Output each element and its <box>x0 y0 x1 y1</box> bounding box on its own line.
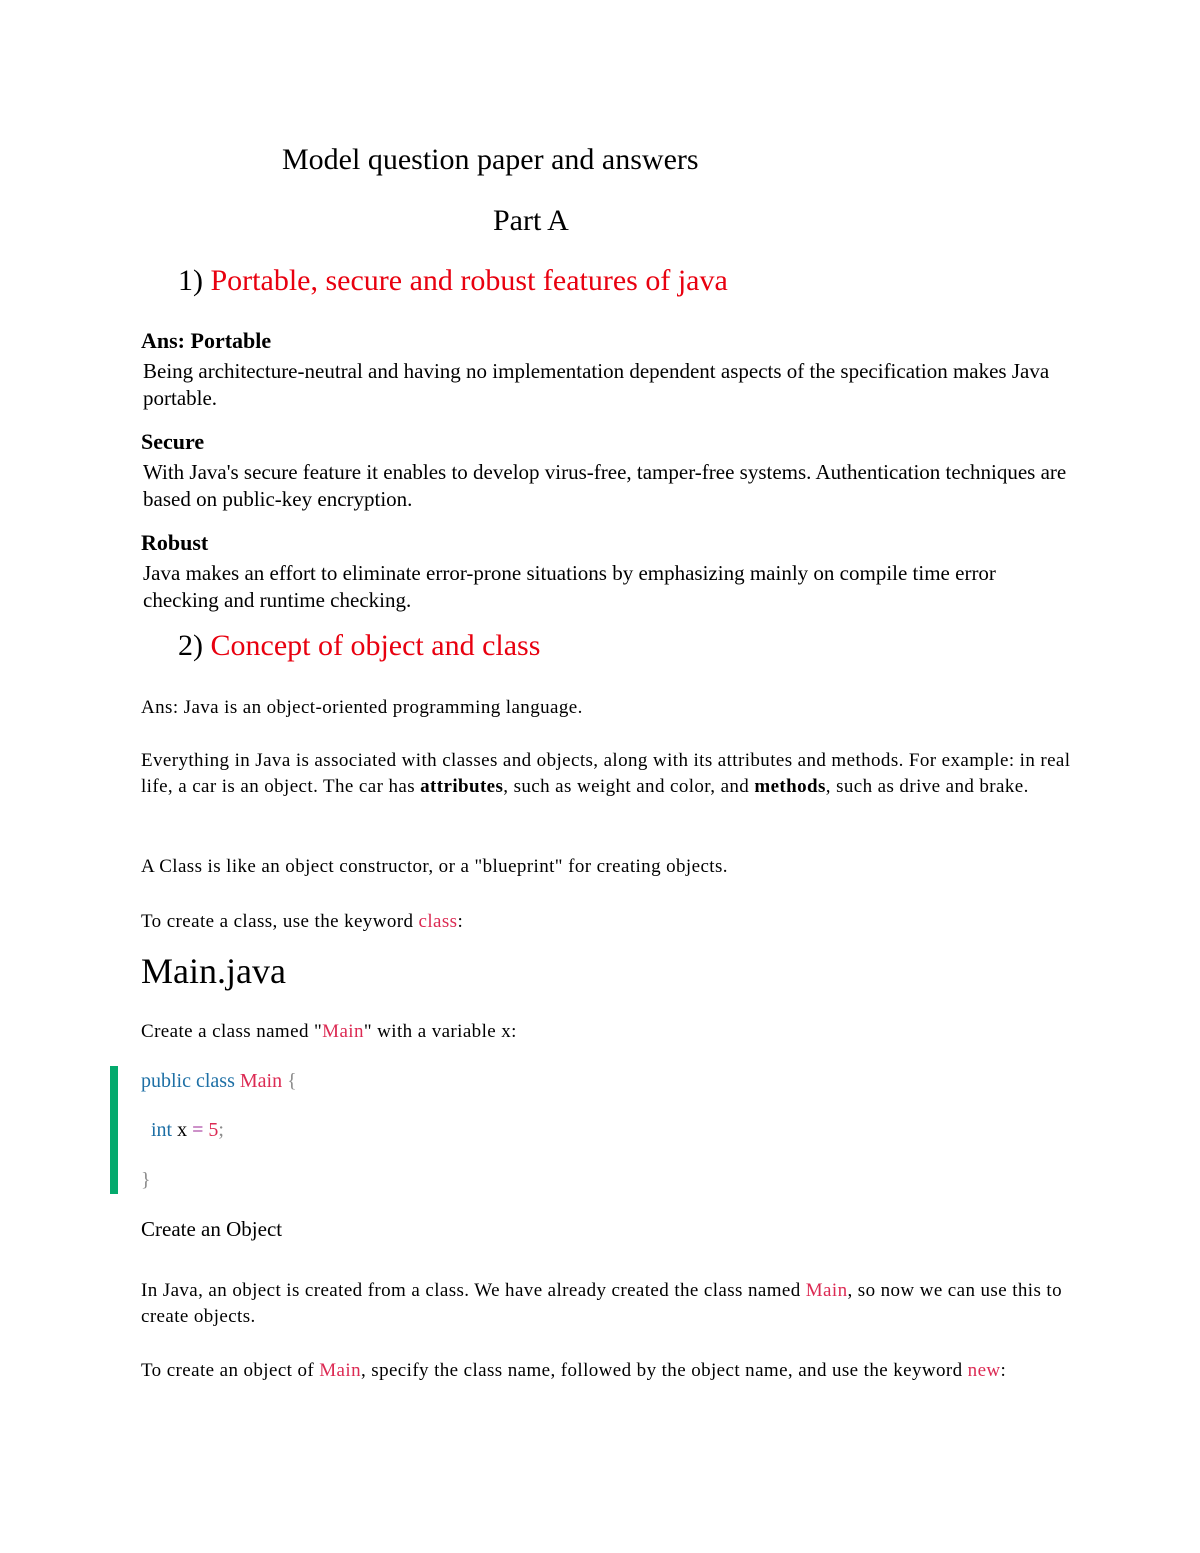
question-1-title: Portable, secure and robust features of java <box>210 264 728 297</box>
secure-text: With Java's secure feature it enables to develop virus-free, tamper-free systems. Authentication techniques are based on public-key encryption. <box>143 460 1067 511</box>
paragraph-create-object <box>141 1358 1081 1384</box>
text-run: , specify the class name, followed by the object name, and use the keyword <box>360 1360 968 1381</box>
text-run: , such as drive and brake. <box>825 776 1029 797</box>
secure-label: Secure <box>141 429 205 454</box>
robust-text: Java makes an effort to eliminate error-prone situations by emphasizing mainly on compile time error checking and runtime checking. <box>143 561 996 612</box>
answer-intro: Ans: Java is an object-oriented programming language. <box>141 697 583 718</box>
text-run: : <box>457 911 464 932</box>
question-2-heading <box>178 629 540 663</box>
keyword-main: Main <box>322 1021 364 1042</box>
methods-term: methods <box>754 776 826 797</box>
keyword-main: Main <box>805 1280 848 1301</box>
attributes-term: attributes <box>420 776 504 797</box>
text-run: In Java, an object is created from a class. We have already created the class named <box>141 1280 806 1301</box>
code-brace: { <box>287 1070 297 1092</box>
text-run: , so now we can use this to create objects. <box>141 1280 1062 1327</box>
text-run: , such as weight and color, and <box>503 776 755 797</box>
part-heading: Part A <box>493 204 569 237</box>
portable-text: Being architecture-neutral and having no implementation dependent aspects of the specification makes Java portable. <box>143 359 1050 410</box>
question-2-title: Concept of object and class <box>210 629 541 662</box>
code-number: 5 <box>208 1119 219 1141</box>
code-variable: x <box>177 1119 188 1141</box>
file-heading: Main.java <box>141 951 286 991</box>
paragraph-create-main <box>141 1019 1081 1045</box>
paragraph-create-class <box>141 909 1081 935</box>
keyword-class: class <box>418 911 458 932</box>
text-run: : <box>1000 1360 1007 1381</box>
text-run: To create an object of <box>141 1360 320 1381</box>
text-run: Create a class named " <box>141 1021 323 1042</box>
create-object-heading: Create an Object <box>141 1217 283 1241</box>
document-title: Model question paper and answers <box>282 143 699 176</box>
paragraph-class-definition: A Class is like an object constructor, or a "blueprint" for creating objects. <box>141 856 728 877</box>
code-brace: } <box>141 1169 151 1191</box>
question-1-number: 1) <box>178 264 203 297</box>
code-class-name: Main <box>239 1070 283 1092</box>
code-operator: = <box>192 1119 204 1141</box>
paragraph-classes-objects <box>141 748 1081 800</box>
code-line-3 <box>141 1169 151 1192</box>
code-semicolon: ; <box>218 1119 224 1141</box>
keyword-new: new <box>967 1360 1001 1381</box>
text-run: To create a class, use the keyword <box>141 911 419 932</box>
code-type: int <box>151 1119 173 1141</box>
code-block-accent-bar <box>110 1066 118 1194</box>
text-run: " with a variable x: <box>363 1021 517 1042</box>
robust-label: Robust <box>141 530 209 555</box>
question-2-number: 2) <box>178 629 203 662</box>
code-line-1 <box>141 1070 297 1093</box>
portable-label: Ans: Portable <box>141 328 272 353</box>
paragraph-object-created <box>141 1278 1081 1330</box>
question-1-heading <box>178 264 728 298</box>
code-line-2 <box>151 1119 224 1142</box>
text-run: Everything in Java is associated with classes and objects, along with its attributes and methods. For example: in real life, a car is an object. The car has <box>141 750 1071 797</box>
keyword-main: Main <box>319 1360 361 1381</box>
code-keyword: public class <box>141 1070 235 1092</box>
